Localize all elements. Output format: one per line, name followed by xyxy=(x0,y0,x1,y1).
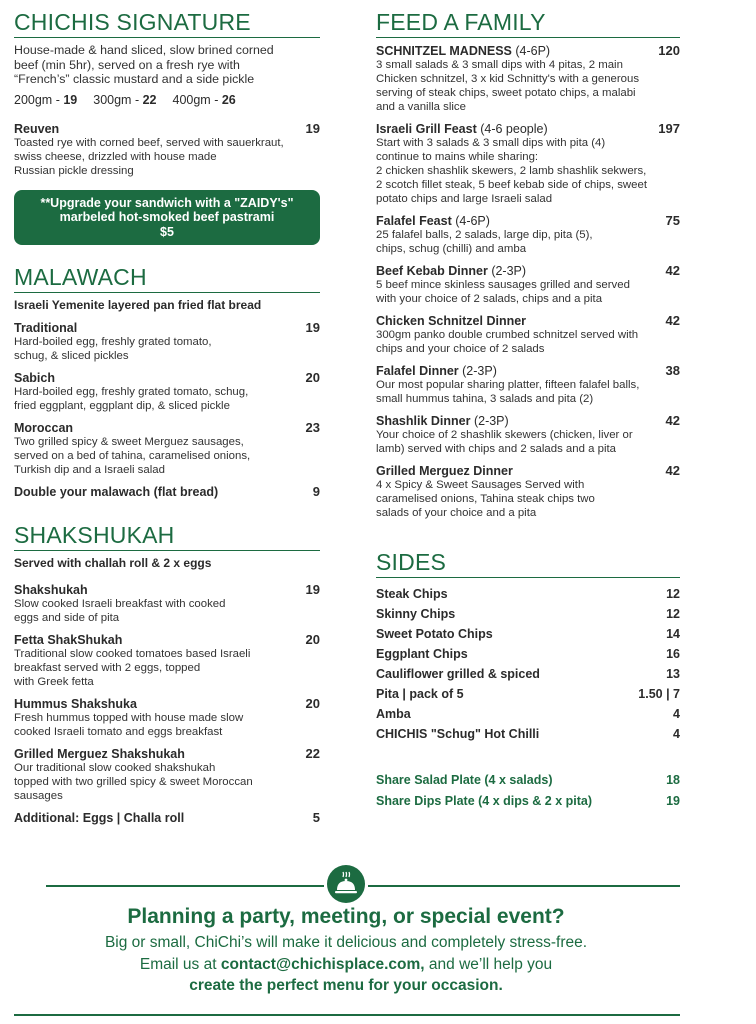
side-item: Pita | pack of 5 1.50 | 7 xyxy=(376,687,680,701)
upgrade-banner: **Upgrade your sandwich with a "ZAIDY's" marbeled hot-smoked beef pastrami $5 xyxy=(14,190,320,246)
menu-item: Sabich 20 Hard-boiled egg, freshly grated tomato, schug, fried eggplant, eggplant dip, & sliced pickle xyxy=(14,370,320,412)
signature-intro-line: beef (min 5hr), served on a fresh rye with xyxy=(14,57,240,72)
item-name: Reuven xyxy=(14,121,60,136)
footer-divider-right xyxy=(368,885,680,887)
item-price: 19 xyxy=(305,120,320,136)
signature-title: CHICHIS SIGNATURE xyxy=(14,8,320,38)
menu-item: Grilled Merguez Dinner 42 4 x Spicy & Sweet Sausages Served with caramelised onions, Tahina steak chips two salads of your choice and a pita xyxy=(376,463,680,519)
share-item: Share Salad Plate (4 x salads) 18 xyxy=(376,773,680,787)
menu-item-reuven xyxy=(14,121,320,178)
share-plates xyxy=(376,770,680,812)
footer-line-3: create the perfect menu for your occasion. xyxy=(189,977,503,994)
sides-list xyxy=(376,584,680,744)
menu-item: Double your malawach (flat bread) 9 xyxy=(14,484,320,499)
side-item: CHICHIS "Schug" Hot Chilli 4 xyxy=(376,727,680,741)
left-column xyxy=(14,8,320,832)
shakshukah-subtitle: Served with challah roll & 2 x eggs xyxy=(14,556,212,570)
size-option: 300gm - 22 xyxy=(93,92,157,107)
menu-item: Israeli Grill Feast (4-6 people) 197 Start with 3 salads & 3 small dips with pita (4) continue to mains while sharing: 2 chicken shashlik skewers, 2 lamb shashlik sekwers, 2 scotch fillet steak, 5 beef kebab side of chips, sweet potato chips and large Israeli salad xyxy=(376,121,680,205)
malawach-title: MALAWACH xyxy=(14,263,320,293)
side-item: Amba 4 xyxy=(376,707,680,721)
shakshukah-title: SHAKSHUKAH xyxy=(14,521,320,551)
footer-line-1: Big or small, ChiChi’s will make it delicious and completely stress-free. xyxy=(104,934,588,951)
size-option: 400gm - 26 xyxy=(172,92,236,107)
menu-item: Chicken Schnitzel Dinner 42 300gm panko double crumbed schnitzel served with chips and your choice of 2 salads xyxy=(376,313,680,355)
side-item: Steak Chips 12 xyxy=(376,587,680,601)
right-column xyxy=(376,8,680,812)
bottom-divider xyxy=(14,1014,680,1016)
footer-heading: Planning a party, meeting, or special event? xyxy=(127,905,565,928)
sides-title: SIDES xyxy=(376,548,680,578)
cloche-icon xyxy=(327,865,365,903)
item-desc: Toasted rye with corned beef, served with sauerkraut, swiss cheese, drizzled with house made Russian pickle dressing xyxy=(14,136,284,177)
signature-intro-line: House-made & hand sliced, slow brined corned xyxy=(14,43,274,57)
side-item: Eggplant Chips 16 xyxy=(376,647,680,661)
menu-item: Additional: Eggs | Challa roll 5 xyxy=(14,810,320,825)
menu-item: Hummus Shakshuka 20 Fresh hummus topped with house made slow cooked Israeli tomato and eggs breakfast xyxy=(14,696,320,738)
menu-item: Grilled Merguez Shakshukah 22 Our traditional slow cooked shakshukah topped with two grilled spicy & sweet Moroccan sausages xyxy=(14,746,320,802)
menu-item: Moroccan 23 Two grilled spicy & sweet Merguez sausages, served on a bed of tahina, caramelised onions, Turkish dip and a Israeli salad xyxy=(14,420,320,476)
menu-item: Beef Kebab Dinner (2-3P) 42 5 beef mince skinless sausages grilled and served with your choice of 2 salads, chips and a pita xyxy=(376,263,680,305)
size-option: 200gm - 19 xyxy=(14,92,78,107)
side-item: Sweet Potato Chips 14 xyxy=(376,627,680,641)
signature-sizes xyxy=(14,93,320,107)
menu-item: Falafel Feast (4-6P) 75 25 falafel balls, 2 salads, large dip, pita (5), chips, schug (chilli) and amba xyxy=(376,213,680,255)
menu-item: Fetta ShakShukah 20 Traditional slow cooked tomatoes based Israeli breakfast served with 2 eggs, topped with Greek fetta xyxy=(14,632,320,688)
side-item: Cauliflower grilled & spiced 13 xyxy=(376,667,680,681)
share-item: Share Dips Plate (4 x dips & 2 x pita) 19 xyxy=(376,794,680,808)
signature-intro xyxy=(14,43,320,87)
menu-item: Traditional 19 Hard-boiled egg, freshly grated tomato, schug, & sliced pickles xyxy=(14,320,320,362)
footer-divider-left xyxy=(46,885,324,887)
family-title: FEED A FAMILY xyxy=(376,8,680,38)
menu-item: Shashlik Dinner (2-3P) 42 Your choice of 2 shashlik skewers (chicken, liver or lamb) served with chips and 2 salads and a pita xyxy=(376,413,680,455)
footer-line-2: Email us at contact@chichisplace.com, and we’ll help you xyxy=(139,956,553,973)
menu-item: Falafel Dinner (2-3P) 38 Our most popular sharing platter, fifteen falafel balls, small hummus tahina, 3 salads and pita (2) xyxy=(376,363,680,405)
menu-item: SCHNITZEL MADNESS (4-6P) 120 3 small salads & 3 small dips with 4 pitas, 2 main Chicken schnitzel, 3 x kid Schnitty's with a generous serving of steak chips, sweet potato chips, a malabi and a vanilla slice xyxy=(376,43,680,113)
signature-intro-line: “French’s” classic mustard and a side pickle xyxy=(14,72,255,86)
malawach-subtitle: Israeli Yemenite layered pan fried flat bread xyxy=(14,298,262,312)
side-item: Skinny Chips 12 xyxy=(376,607,680,621)
contact-email-link[interactable]: contact@chichisplace.com, xyxy=(220,956,425,973)
menu-item: Shakshukah 19 Slow cooked Israeli breakfast with cooked eggs and side of pita xyxy=(14,582,320,624)
